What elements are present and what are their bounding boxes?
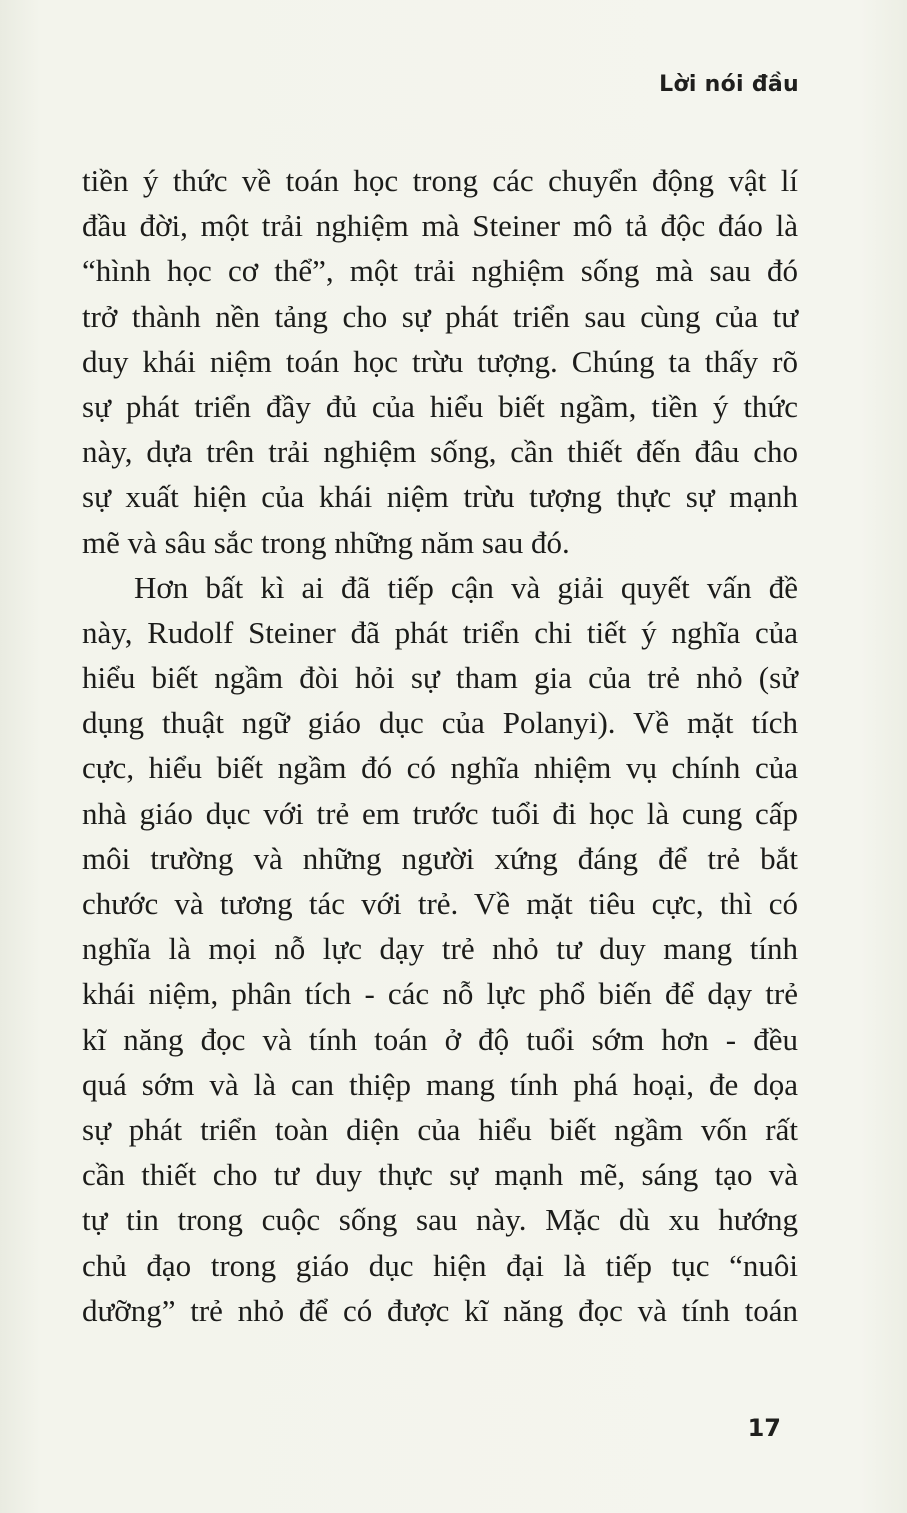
text-line: quá sớm và là can thiệp mang tính phá hoại, đe dọa: [82, 1066, 798, 1102]
page-number: 17: [747, 1414, 781, 1442]
paragraph-2: [82, 565, 798, 1333]
text-line: “hình học cơ thể”, một trải nghiệm sống mà sau đó: [82, 253, 798, 289]
text-line: sự phát triển toàn diện của hiểu biết ngầm vốn rất: [82, 1111, 798, 1147]
text-line: này, Rudolf Steiner đã phát triển chi tiết ý nghĩa của: [82, 614, 798, 650]
text-line: tự tin trong cuộc sống sau này. Mặc dù xu hướng: [82, 1202, 798, 1238]
text-line: chủ đạo trong giáo dục hiện đại là tiếp tục “nuôi: [82, 1247, 798, 1283]
text-line: trở thành nền tảng cho sự phát triển sau cùng của tư: [82, 298, 798, 334]
text-line: cực, hiểu biết ngầm đó có nghĩa nhiệm vụ chính của: [82, 750, 798, 786]
text-line: mẽ và sâu sắc trong những năm sau đó.: [82, 524, 570, 560]
text-line: dưỡng” trẻ nhỏ để có được kĩ năng đọc và tính toán: [82, 1292, 798, 1328]
body-text: [82, 158, 798, 1333]
text-line: tiền ý thức về toán học trong các chuyển động vật lí: [82, 163, 798, 198]
text-line: dụng thuật ngữ giáo dục của Polanyi). Về mặt tích: [82, 705, 798, 741]
text-line: duy khái niệm toán học trừu tượng. Chúng ta thấy rõ: [82, 343, 798, 379]
text-line: nghĩa là mọi nỗ lực dạy trẻ nhỏ tư duy mang tính: [82, 931, 798, 967]
text-line: Hơn bất kì ai đã tiếp cận và giải quyết vấn đề: [134, 569, 798, 605]
text-line: kĩ năng đọc và tính toán ở độ tuổi sớm hơn - đều: [82, 1021, 798, 1057]
text-line: khái niệm, phân tích - các nỗ lực phổ biến để dạy trẻ: [82, 976, 798, 1012]
text-line: sự xuất hiện của khái niệm trừu tượng thực sự mạnh: [82, 479, 798, 515]
text-line: sự phát triển đầy đủ của hiểu biết ngầm, tiền ý thức: [82, 388, 798, 424]
text-line: đầu đời, một trải nghiệm mà Steiner mô tả độc đáo là: [82, 208, 798, 244]
text-line: cần thiết cho tư duy thực sự mạnh mẽ, sáng tạo và: [82, 1157, 798, 1193]
text-line: này, dựa trên trải nghiệm sống, cần thiết đến đâu cho: [82, 434, 798, 470]
paragraph-1: [82, 158, 798, 565]
running-header: Lời nói đầu: [659, 72, 799, 97]
text-line: hiểu biết ngầm đòi hỏi sự tham gia của trẻ nhỏ (sử: [82, 660, 798, 696]
text-line: môi trường và những người xứng đáng để trẻ bắt: [82, 840, 798, 876]
text-line: nhà giáo dục với trẻ em trước tuổi đi học là cung cấp: [82, 795, 798, 831]
text-line: chước và tương tác với trẻ. Về mặt tiêu cực, thì có: [82, 886, 798, 921]
